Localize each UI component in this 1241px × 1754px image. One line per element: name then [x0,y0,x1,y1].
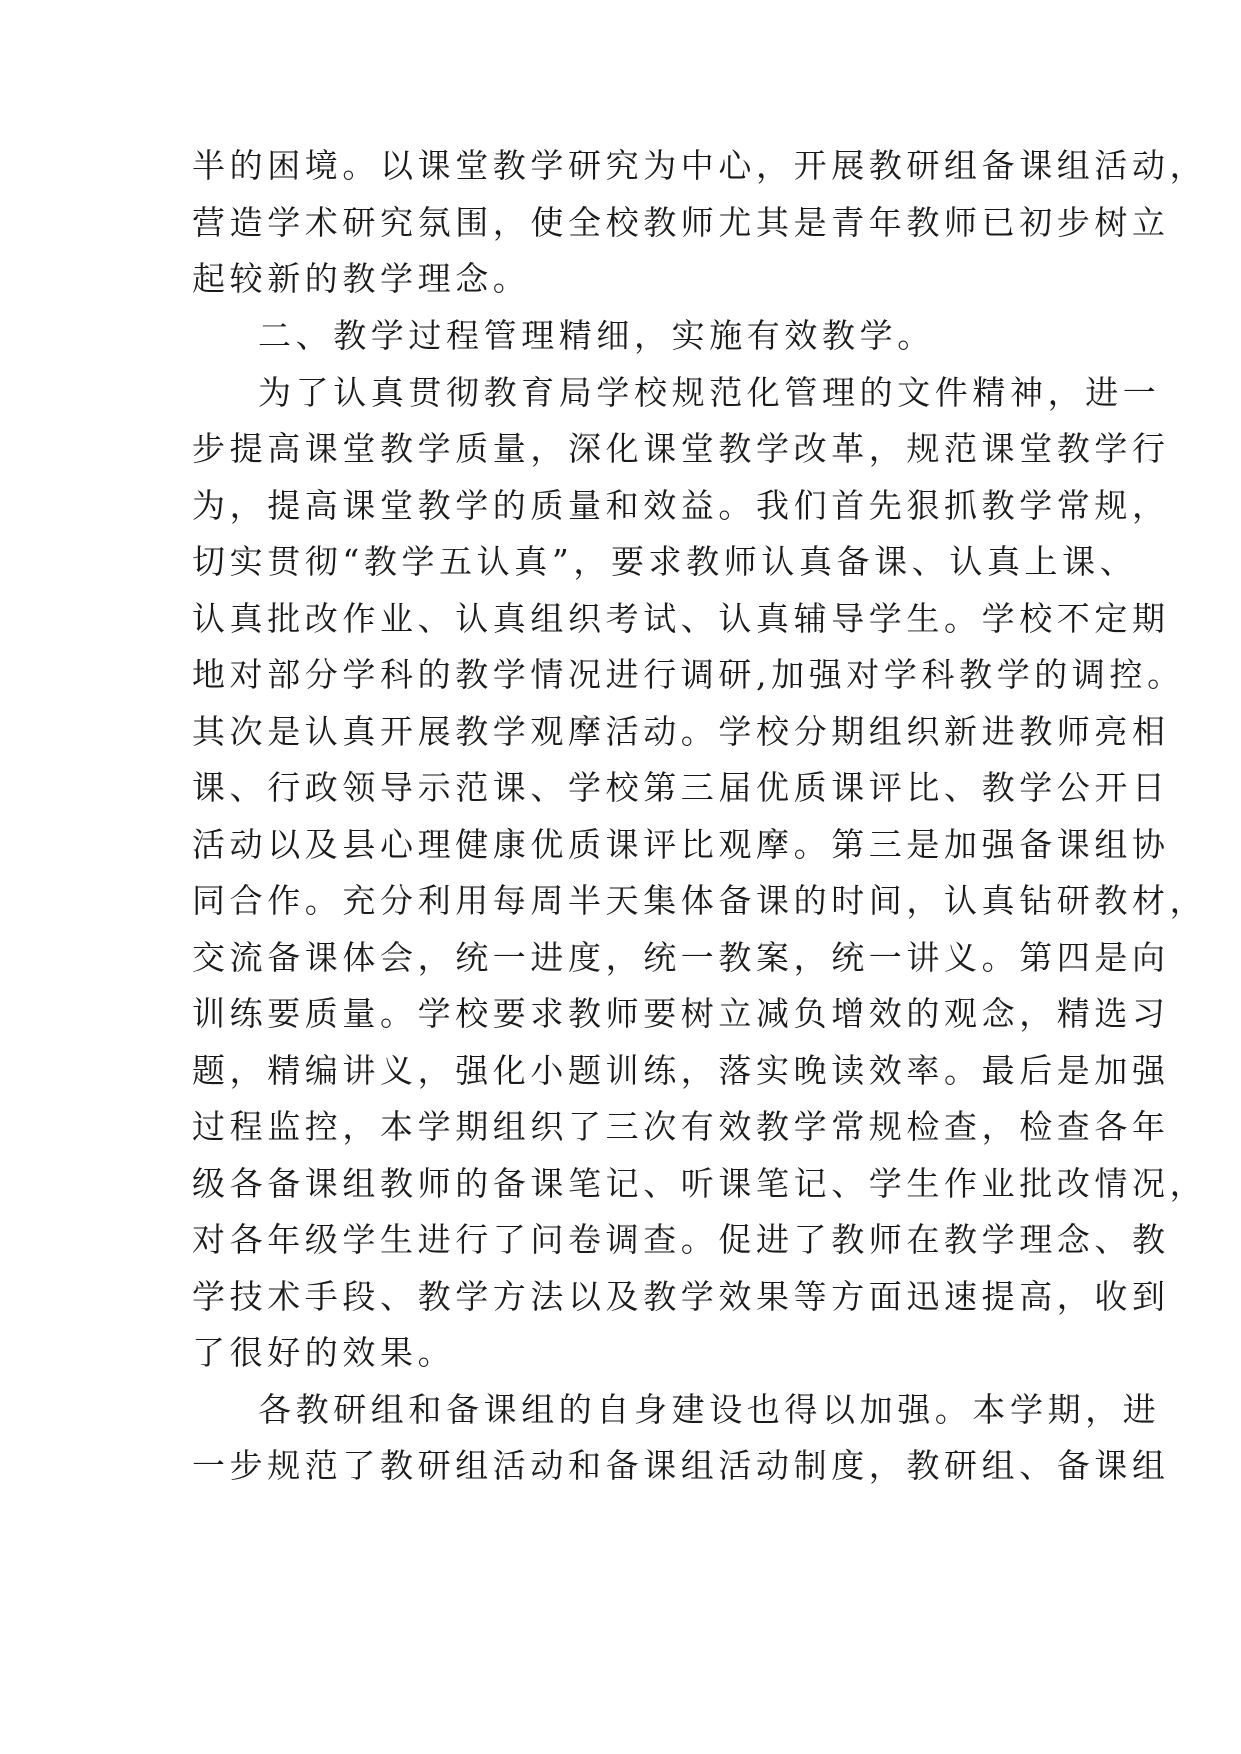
text-line: 地对部分学科的教学情况进行调研,加强对学科教学的调控。 [192,655,1185,694]
text-line: 过程监控，本学期组织了三次有效教学常规检查，检查各年 [192,1107,1170,1146]
text-line: 题，精编讲义，强化小题训练，落实晚读效率。最后是加强 [192,1051,1170,1090]
text-line: 为，提高课堂教学的质量和效益。我们首先狠抓教学常规， [192,486,1170,525]
text-line: 同合作。充分利用每周半天集体备课的时间，认真钻研教材， [192,881,1208,920]
text-line: 对各年级学生进行了问卷调查。促进了教师在教学理念、教 [192,1220,1170,1259]
text-line: 了很好的效果。 [192,1333,456,1372]
text-line: 活动以及县心理健康优质课评比观摩。第三是加强备课组协 [192,825,1170,864]
text-line: 营造学术研究氛围，使全校教师尤其是青年教师已初步树立 [192,203,1170,242]
text-line: 各教研组和备课组的自身建设也得以加强。本学期，进 [258,1390,1161,1429]
text-line: 训练要质量。学校要求教师要树立减负增效的观念，精选习 [192,994,1170,1033]
text-line: 其次是认真开展教学观摩活动。学校分期组织新进教师亮相 [192,712,1170,751]
text-line: 切实贯彻“教学五认真”，要求教师认真备课、认真上课、 [192,542,1138,581]
text-line: 级各备课组教师的备课笔记、听课笔记、学生作业批改情况， [192,1164,1208,1203]
section-heading: 二、教学过程管理精细，实施有效教学。 [258,316,935,355]
text-line: 课、行政领导示范课、学校第三届优质课评比、教学公开日 [192,768,1170,807]
text-line: 交流备课体会，统一进度，统一教案，统一讲义。第四是向 [192,938,1170,977]
text-line: 半的困境。以课堂教学研究为中心，开展教研组备课组活动， [192,146,1208,185]
text-line: 一步规范了教研组活动和备课组活动制度，教研组、备课组 [192,1446,1170,1485]
text-line: 认真批改作业、认真组织考试、认真辅导学生。学校不定期 [192,599,1170,638]
text-line: 步提高课堂教学质量，深化课堂教学改革，规范课堂教学行 [192,429,1170,468]
text-line: 学技术手段、教学方法以及教学效果等方面迅速提高，收到 [192,1277,1170,1316]
text-line: 为了认真贯彻教育局学校规范化管理的文件精神，进一 [258,373,1161,412]
text-line: 起较新的教学理念。 [192,259,531,298]
